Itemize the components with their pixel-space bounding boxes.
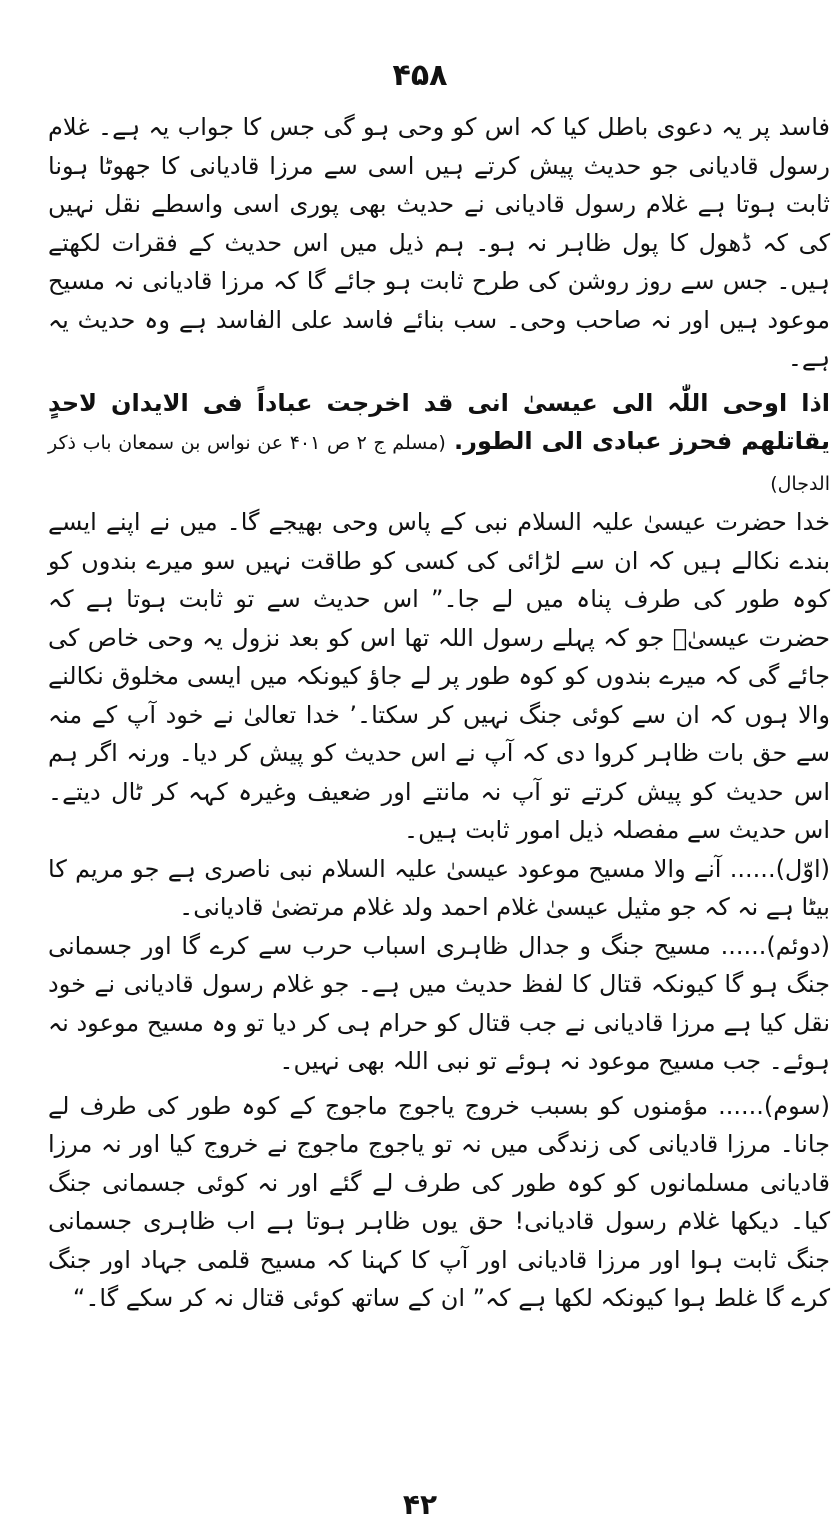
hadith-block	[48, 384, 830, 504]
page-body	[48, 108, 830, 1318]
hadith-reference: (مسلم ج ۲ ص ۴۰۱ عن نواس بن سمعان باب ذکر الدجال)	[48, 432, 830, 495]
paragraph-point-first: (اوّل)...... آنے والا مسیح موعود عیسیٰ علیہ السلام نبی ناصری ہے جو مریم کا بیٹا ہے نہ کہ جو مثیل عیسیٰ غلام احمد ولد غلام مرتضیٰ قادیانی۔	[48, 854, 830, 921]
paragraph-translation: خدا حضرت عیسیٰ علیہ السلام نبی کے پاس وحی بھیجے گا۔ میں نے اپنے ایسے بندے نکالے ہیں کہ ان سے لڑائی کی کسی کو طاقت نہیں سو میرے بندوں کو کوہ طور کی طرف پناہ میں لے جا۔” اس حدیث سے تو ثابت ہوتا ہے کہ حضرت عیسیٰؑ جو کہ پہلے رسول اللہ تھا اس کو بعد نزول یہ وحی خاص کی جائے گی کہ میرے بندوں کو کوہ طور پر لے جاؤ کیونکہ میں ایسی مخلوق نکالنے والا ہوں کہ ان سے کوئی جنگ نہیں کر سکتا۔’ خدا تعالیٰ نے خود آپ کے منہ سے حق بات ظاہر کروا دی کہ آپ نے اس حدیث کو پیش کر دیا۔ ورنہ اگر ہم اس حدیث کو پیش کرتے تو آپ نہ مانتے اور ضعیف وغیرہ کہہ کر ٹال دیتے۔ اس حدیث سے مفصلہ ذیل امور ثابت ہیں۔	[48, 508, 830, 844]
hadith-arabic-text: اذا اوحی اللّٰہ الی عیسیٰ انی قد اخرجت عباداً فی الایدان لاحدٍ یقاتلھم فحرز عبادی الی الطور.	[48, 388, 830, 455]
page-number-top: ۴۵۸	[392, 58, 448, 93]
paragraph-intro: فاسد پر یہ دعوی باطل کیا کہ اس کو وحی ہو گی جس کا جواب یہ ہے۔ غلام رسول قادیانی جو حدیث پیش کرتے ہیں اسی سے مرزا قادیانی کا جھوٹا ہونا ثابت ہوتا ہے غلام رسول قادیانی نے حدیث بھی پوری اسی واسطے نقل نہیں کی کہ ڈھول کا پول ظاہر نہ ہو۔ ہم ذیل میں اس حدیث کے فقرات لکھتے ہیں۔ جس سے روز روشن کی طرح ثابت ہو جائے گا کہ مرزا قادیانی نہ مسیح موعود ہیں اور نہ صاحب وحی۔ سب بنائے فاسد علی الفاسد ہے وہ حدیث یہ ہے۔	[48, 113, 830, 372]
page-number-bottom: ۴۲	[402, 1488, 438, 1521]
paragraph-point-second: (دوئم)...... مسیح جنگ و جدال ظاہری اسباب حرب سے کرے گا اور جسمانی جنگ ہو گا کیونکہ قتال کا لفظ حدیث میں ہے۔ جو غلام رسول قادیانی نے خود نقل کیا ہے مرزا قادیانی نے جب قتال کو حرام ہی کر دیا تو وہ مسیح موعود نہ ہوئے۔ جب مسیح موعود نہ ہوئے تو نبی اللہ بھی نہیں۔	[48, 931, 830, 1075]
paragraph-point-third: (سوم)...... مؤمنوں کو بسبب خروج یاجوج ماجوج کے کوہ طور کی طرف لے جانا۔ مرزا قادیانی کی زندگی میں نہ تو یاجوج ماجوج نے خروج کیا اور نہ مرزا قادیانی مسلمانوں کو کوہ طور کی طرف لے گئے اور نہ کوئی جسمانی جنگ کیا۔ دیکھا غلام رسول قادیانی! حق یوں ظاہر ہوتا ہے اب ظاہری جسمانی جنگ ثابت ہوا اور مرزا قادیانی اور آپ کا کہنا کہ مسیح قلمی جہاد اور جنگ کرے گا غلط ہوا کیونکہ لکھا ہے کہ” ان کے ساتھ کوئی قتال نہ کر سکے گا۔“	[48, 1091, 830, 1312]
